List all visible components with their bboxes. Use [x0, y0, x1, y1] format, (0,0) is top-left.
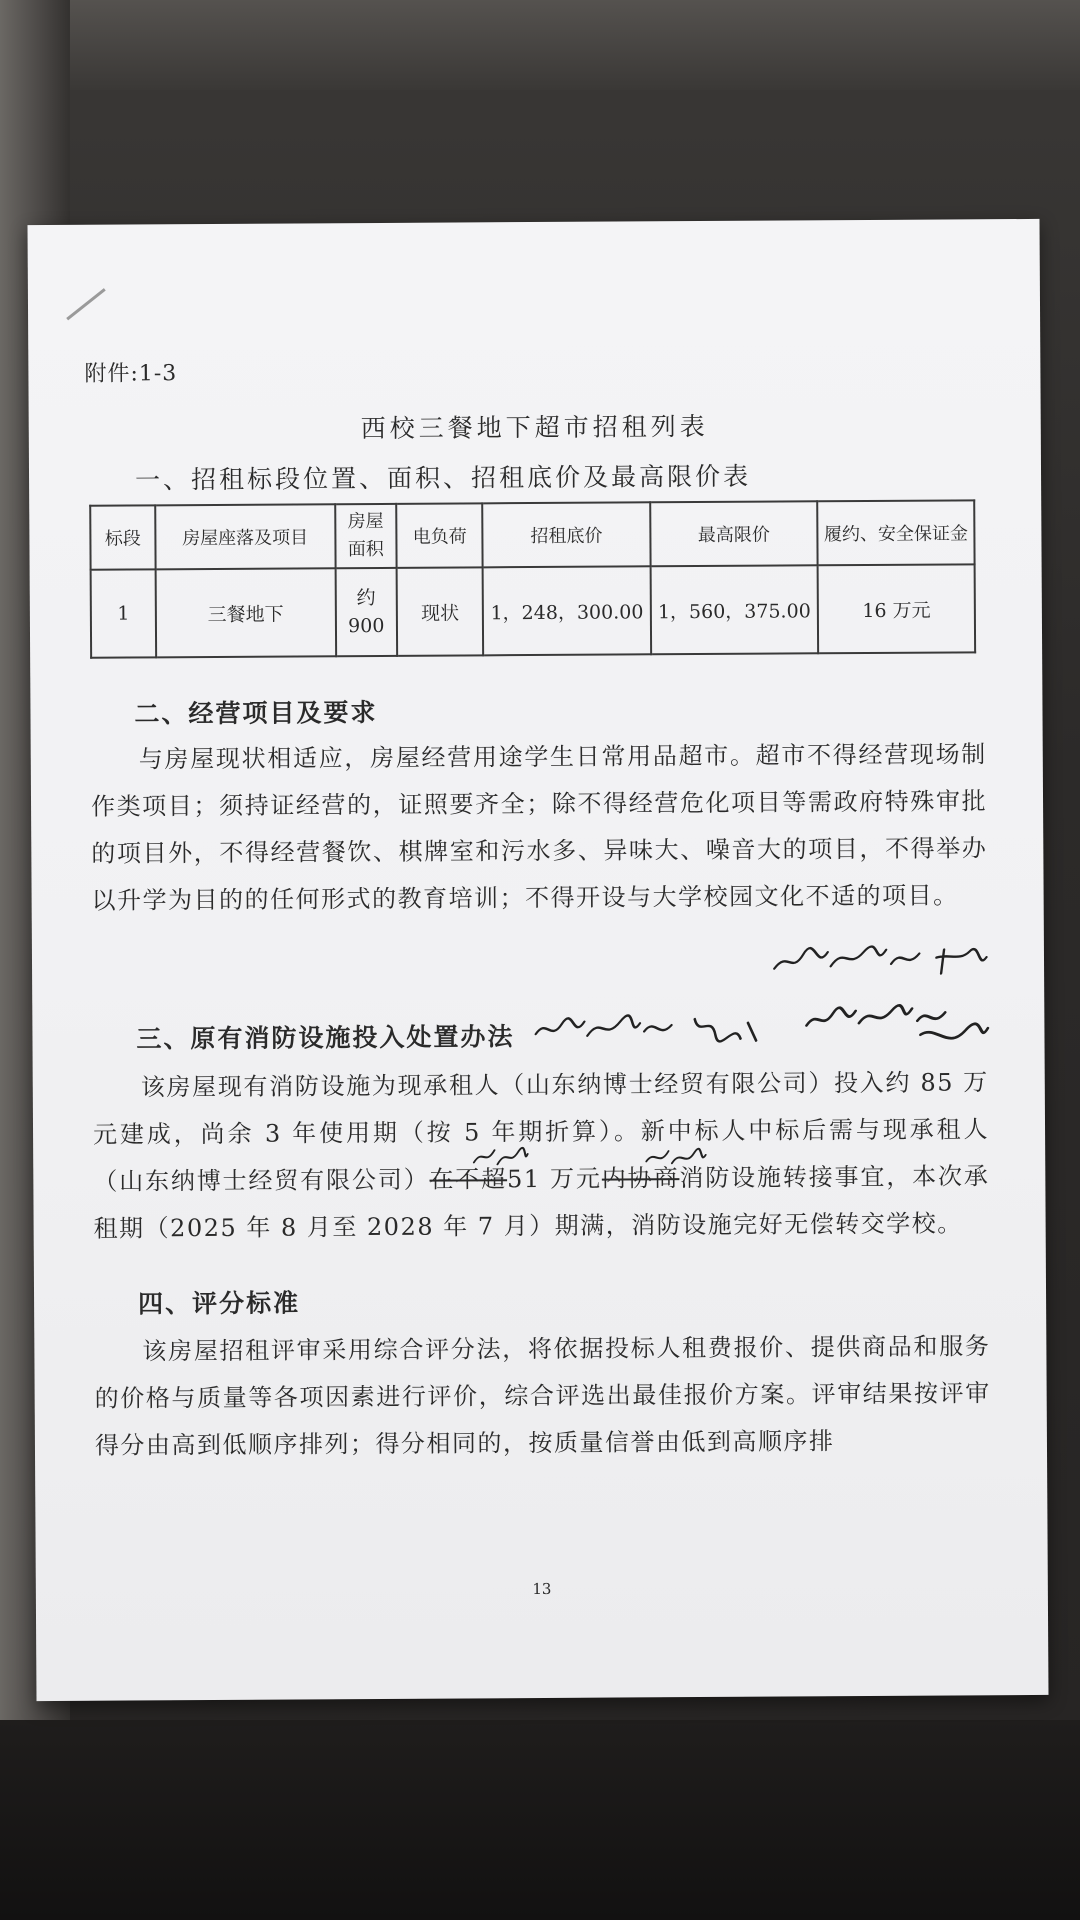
- table-header-row: [90, 500, 974, 569]
- header-area-line1: 房屋: [347, 510, 384, 533]
- section4-heading: 四、评分标准: [138, 1288, 301, 1319]
- header-segment: 标段: [90, 505, 155, 569]
- document-page: [28, 219, 1049, 1701]
- document-title: 西校三餐地下超市招租列表: [360, 411, 709, 444]
- section1-heading: 一、招租标段位置、面积、招租底价及最高限价表: [134, 461, 752, 495]
- cell-max-price: 1，560，375.00: [650, 565, 818, 654]
- struck-text-2: 内协商: [601, 1164, 680, 1193]
- cell-electric: 现状: [397, 567, 484, 656]
- background-top: [0, 0, 1080, 90]
- signature-section3-left: [528, 1009, 772, 1052]
- cell-deposit: 16 万元: [818, 564, 975, 653]
- section3-heading: 三、原有消防设施投入处置办法: [136, 1022, 515, 1054]
- handwritten-insert-1: [468, 1142, 534, 1170]
- table-row: [91, 564, 976, 657]
- header-max-price: 最高限价: [650, 501, 818, 566]
- header-area-line2: 面积: [347, 538, 384, 561]
- struck-text-1: 在不超: [429, 1165, 508, 1194]
- header-deposit: 履约、安全保证金: [817, 500, 974, 565]
- cell-segment: 1: [91, 569, 156, 657]
- section3-text-3: 消防设施转接事宜，本次承租期（2025 年 8 月至 2028 年 7 月）期满，消防设施完好无偿转交学校。: [93, 1162, 990, 1243]
- header-base-price: 招租底价: [483, 502, 651, 567]
- cell-area-line2: 900: [348, 614, 385, 638]
- section2-heading: 二、经营项目及要求: [134, 697, 378, 729]
- section3-text-2: 51 万元: [507, 1164, 602, 1194]
- section3-body: [93, 1059, 990, 1252]
- header-area: [335, 504, 397, 568]
- bid-table: [89, 499, 976, 658]
- section3-text-1: 该房屋现有消防设施为现承租人（山东纳博士经贸有限公司）投入约 85 万元建成，尚余 3 年使用期（按 5 年期折算）。新中标人中标后需与现承租人（山东纳博士经贸有限公司）: [92, 1068, 990, 1196]
- handwritten-insert-2: [640, 1143, 712, 1171]
- cell-base-price: 1，248，300.00: [483, 566, 651, 655]
- page-number: 13: [532, 1579, 552, 1599]
- section2-body: 与房屋现状相适应，房屋经营用途学生日常用品超市。超市不得经营现场制作类项目；须持证经营的，证照要齐全；除不得经营危化项目等需政府特殊审批的项目外，不得经营餐饮、棋牌室和污水多、异味大、噪音大的项目，不得举办以升学为目的的任何形式的教育培训；不得开设与大学校园文化不适的项目。: [90, 740, 988, 915]
- background-desk: [0, 1720, 1080, 1920]
- cell-location: 三餐地下: [156, 568, 336, 657]
- signature-section3-right: [796, 994, 999, 1057]
- header-electric: 电负荷: [396, 503, 483, 568]
- cell-area-line1: 约: [356, 586, 376, 610]
- signature-top-right: [768, 939, 996, 980]
- fold-mark: [66, 288, 106, 320]
- section4-body: 该房屋招租评审采用综合评分法，将依据投标人租费报价、提供商品和服务的价格与质量等各项因素进行评价，综合评选出最佳报价方案。评审结果按评审得分由高到低顺序排列；得分相同的，按质量信誉由低到高顺序排: [94, 1332, 991, 1460]
- header-location: 房屋座落及项目: [155, 504, 335, 569]
- cell-area: [335, 568, 397, 656]
- attachment-label: 附件:1-3: [84, 361, 178, 387]
